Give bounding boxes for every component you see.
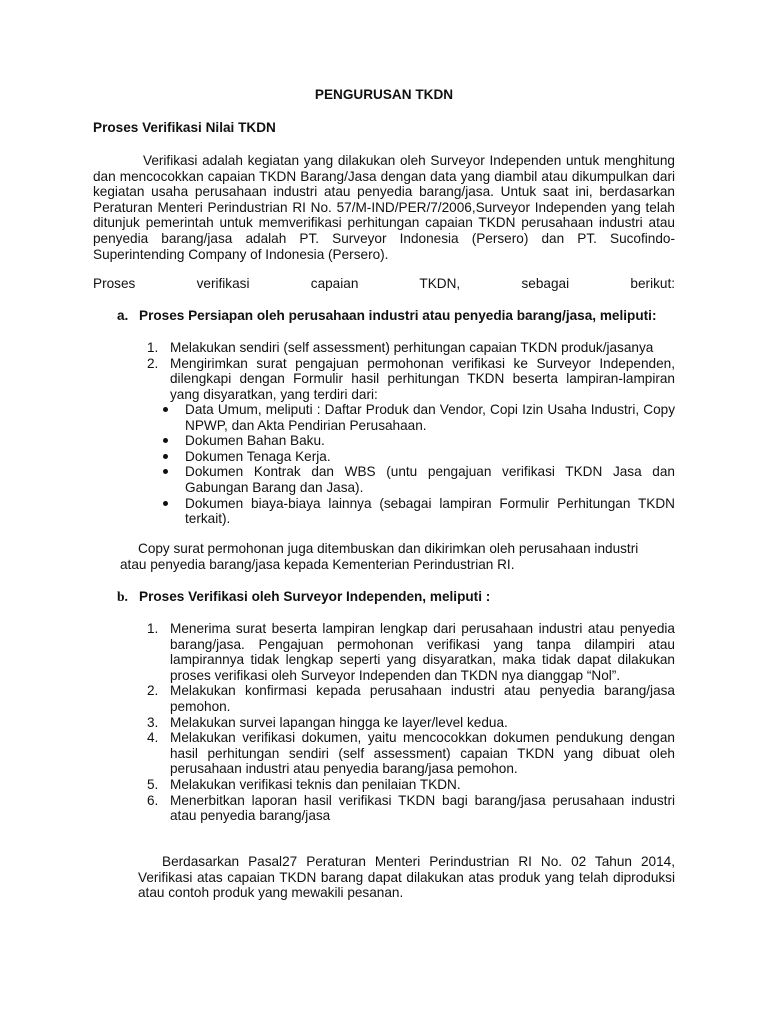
list-item xyxy=(147,621,675,683)
list-item-text: Melakukan verifikasi teknis dan penilaian TKDN. xyxy=(170,776,461,792)
list-item-number: 1. xyxy=(147,340,159,355)
list-item-text: Menerbitkan laporan hasil verifikasi TKDN bagi barang/jasa perusahaan industri atau penyedia barang/jasa xyxy=(170,792,675,824)
page-title: PENGURUSAN TKDN xyxy=(314,87,454,102)
list-item-number: 2. xyxy=(147,683,159,699)
section-subtitle: Proses Verifikasi Nilai TKDN xyxy=(93,120,276,135)
list-item-text: Melakukan verifikasi dokumen, yaitu mencocokkan dokumen pendukung dengan hasil perhitungan sendiri (self assessment) capaian TKDN yang dibuat oleh perusahaan industri atau penyedia barang/jasa pemohon. xyxy=(170,730,675,777)
section-a-list xyxy=(147,340,675,402)
bullet-text: Dokumen Bahan Baku. xyxy=(185,433,325,449)
bullet-item xyxy=(161,464,675,495)
bullet-item xyxy=(161,449,675,465)
bullet-text: Dokumen biaya-biaya lainnya (sebagai lampiran Formulir Perhitungan TKDN terkait). xyxy=(185,495,675,527)
section-a-label: a. xyxy=(117,308,129,323)
list-item-text: Melakukan sendiri (self assessment) perhitungan capaian TKDN produk/jasanya xyxy=(170,340,654,355)
bullet-icon xyxy=(163,501,168,506)
section-b-label: b. xyxy=(117,589,128,604)
copy-paragraph-line: atau penyedia barang/jasa kepada Kementerian Perindustrian RI. xyxy=(120,556,515,572)
section-b-heading-text: Proses Verifikasi oleh Surveyor Independen, meliputi : xyxy=(139,589,491,604)
list-item-number: 6. xyxy=(147,792,159,808)
process-intro-paragraph: Proses verifikasi capaian TKDN, sebagai berikut: xyxy=(93,276,675,291)
list-item-number: 5. xyxy=(147,776,159,792)
list-item xyxy=(147,340,675,356)
section-b-list xyxy=(147,621,675,824)
list-item-text: Mengirimkan surat pengajuan permohonan verifikasi ke Surveyor Independen, dilengkapi dengan Formulir hasil perhitungan TKDN beserta lampiran-lampiran yang disyaratkan, yang terdiri dari: xyxy=(170,355,675,402)
attachment-bullet-list xyxy=(161,402,675,527)
bullet-text: Data Umum, meliputi : Daftar Produk dan Vendor, Copi Izin Usaha Industri, Copy NPWP, dan Akta Pendirian Perusahaan. xyxy=(185,402,675,433)
bullet-item xyxy=(161,402,675,433)
bullet-text: Dokumen Tenaga Kerja. xyxy=(185,448,331,464)
bullet-text: Dokumen Kontrak dan WBS (untu pengajuan verifikasi TKDN Jasa dan Gabungan Barang dan Jasa). xyxy=(185,464,675,495)
list-item xyxy=(147,356,675,403)
list-item xyxy=(147,683,675,714)
closing-paragraph: Berdasarkan Pasal27 Peraturan Menteri Perindustrian RI No. 02 Tahun 2014, Verifikasi atas capaian TKDN barang dapat dilakukan atas produk yang telah diproduksi atau contoh produk yang mewakili pesanan. xyxy=(138,854,675,901)
bullet-icon xyxy=(163,454,168,459)
copy-paragraph-line: Copy surat permohonan juga ditembuskan dan dikirimkan oleh perusahaan industri xyxy=(138,541,639,556)
intro-paragraph: Verifikasi adalah kegiatan yang dilakukan oleh Surveyor Independen untuk menghitung dan mencocokkan capaian TKDN Barang/Jasa dengan data yang diambil atau dikumpulkan dari kegiatan usaha perusahaan industri atau penyedia barang/jasa. Untuk saat ini, berdasarkan Peraturan Menteri Perindustrian RI No. 57/M-IND/PER/7/2006,Surveyor Independen yang telah ditunjuk pemerintah untuk memverifikasi perhitungan capaian TKDN perusahaan industri atau penyedia barang/jasa adalah PT. Surveyor Indonesia (Persero) dan PT. Sucofindo-Superintending Company of Indonesia (Persero). xyxy=(93,153,675,262)
bullet-icon xyxy=(163,438,168,443)
list-item-text: Menerima surat beserta lampiran lengkap dari perusahaan industri atau penyedia barang/jasa. Pengajuan permohonan verifikasi yang tanpa dilampiri atau lampirannya tidak lengkap seperti yang disyaratkan, maka tidak dapat dilakukan proses verifikasi oleh Surveyor Independen dan TKDN nya dianggap “Nol”. xyxy=(170,621,675,683)
bullet-icon xyxy=(163,469,168,474)
list-item xyxy=(147,730,675,777)
list-item-text: Melakukan survei lapangan hingga ke layer/level kedua. xyxy=(170,714,508,730)
section-b-heading xyxy=(117,589,687,605)
list-item-number: 3. xyxy=(147,714,159,730)
copy-paragraph xyxy=(120,541,675,572)
bullet-icon xyxy=(163,407,168,412)
list-item-number: 1. xyxy=(147,621,159,636)
section-a-heading xyxy=(117,308,687,324)
section-a-heading-text: Proses Persiapan oleh perusahaan industri atau penyedia barang/jasa, meliputi: xyxy=(139,308,657,323)
list-item xyxy=(147,793,675,824)
list-item-number: 4. xyxy=(147,730,159,746)
list-item-number: 2. xyxy=(147,355,159,371)
list-item xyxy=(147,715,675,731)
list-item-text: Melakukan konfirmasi kepada perusahaan industri atau penyedia barang/jasa pemohon. xyxy=(170,683,675,714)
bullet-item xyxy=(161,433,675,449)
list-item xyxy=(147,777,675,793)
bullet-item xyxy=(161,496,675,527)
